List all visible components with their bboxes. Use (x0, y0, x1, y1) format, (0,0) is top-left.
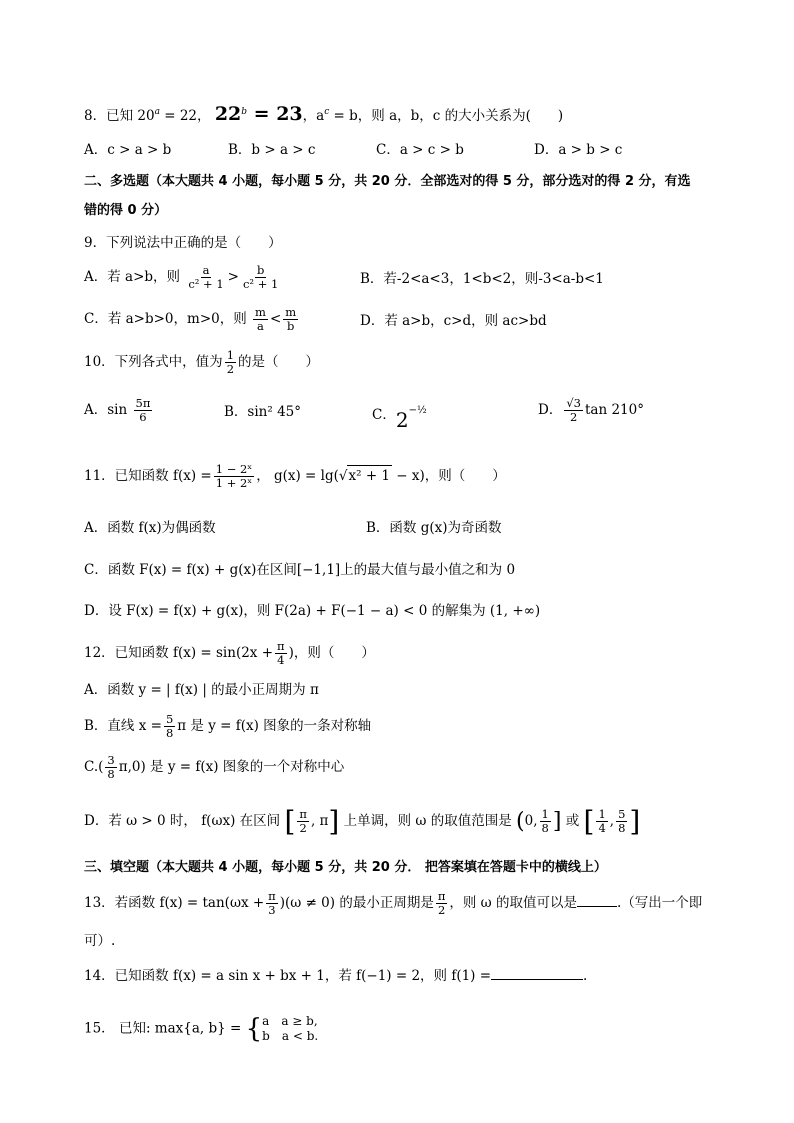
q11-option-d: D．设 F(x) = f(x) + g(x)，则 F(2a) + F(−1 − a) < 0 的解集为 (1, +∞) (84, 603, 541, 619)
q9-option-b: B．若-2<a<3，1<b<2，则-3<a-b<1 (360, 271, 604, 287)
q10-option-a: A．sin $\frac{5\pi}{6}$ (84, 396, 151, 424)
q12-option-b: B．直线 x = $\frac{5}{8}$ π 是 y = f(x) 图象的一条对称轴 (84, 712, 372, 740)
q9-stem: 9．下列说法中正确的是（ ） (84, 235, 282, 251)
q12-stem: 12．已知函数 f(x) = sin(2x + $\frac{\pi}{4}$ )，则（ ） (84, 639, 375, 667)
q13-line2: 可）. (84, 933, 116, 949)
q10-option-b: B．sin² 45° (224, 404, 301, 420)
section-2-heading-line1: 二、多选题（本大题共 4 小题，每小题 5 分，共 20 分．全部选对的得 5 分，部分选对的得 2 分，有选 (84, 174, 691, 189)
q15-stem: 15． 已知: max{a, b} = { a a ≥ b, b a < b. (84, 1014, 319, 1044)
section-2-heading-line2: 错的得 0 分） (84, 203, 168, 218)
q10-option-d: D． $\frac{√3}{2}$ tan 210° (538, 396, 644, 424)
q13-answer-blank[interactable] (577, 906, 617, 907)
q11-option-c: C．函数 F(x) = f(x) + g(x)在区间[−1,1]上的最大值与最小值之和为 0 (84, 562, 516, 578)
q12-option-c: C.( $\frac{3}{8}$ π,0) 是 y = f(x) 图象的一个对称中心 (84, 753, 345, 781)
q12-option-a: A．函数 y = | f(x) | 的最小正周期为 π (84, 682, 319, 698)
q14-answer-blank[interactable] (491, 979, 583, 980)
q9-option-d: D．若 a>b，c>d，则 ac>bd (360, 313, 547, 329)
q8-stem: 8．已知 $20^a = 22$， $22^b = 23$，$a^c = b$，则 a，b，c 的大小关系为( ) (84, 103, 564, 125)
q8-option-b: B．b > a > c (228, 142, 316, 158)
section-3-heading: 三、填空题（本大题共 4 小题，每小题 5 分，共 20 分． 把答案填在答题卡中的横线上） (84, 860, 607, 875)
q12-option-d: D．若 ω > 0 时， f(ωx) 在区间 [ $\frac{\pi}{2}$ , π] 上单调，则 ω 的取值范围是 (0, $\frac{1}{8}$ ] 或 [ $\frac{1}{4}$ , $\frac{5}{8}$ ] (84, 804, 641, 838)
q9-option-c: C．若 a>b>0，m>0，则 $\frac{m}{a}$ < $\frac{m}{b}$ (84, 305, 297, 333)
q8-option-a: A．c > a > b (84, 142, 172, 158)
q8-option-c: C．a > c > b (376, 142, 464, 158)
q11-option-b: B．函数 g(x)为奇函数 (366, 520, 502, 536)
q10-stem: 10．下列各式中，值为 $\frac{1}{2}$ 的是（ ） (84, 348, 320, 376)
q13-line1: 13．若函数 f(x) = tan(ωx + $\frac{\pi}{3}$ )(ω ≠ 0) 的最小正周期是 $\frac{\pi}{2}$ ，则 ω 的取值可以是 .（写出一个即 (84, 889, 703, 917)
q14-stem: 14．已知函数 f(x) = a sin x + bx + 1，若 f(−1) = 2，则 f(1) = . (84, 968, 588, 984)
q8-option-d: D．a > b > c (534, 142, 623, 158)
q10-option-c: C．$2^{-\frac{1}{2}}$ (372, 405, 427, 432)
q11-option-a: A．函数 f(x)为偶函数 (84, 520, 216, 536)
q9-option-a: A．若 a>b，则 $\frac{a}{\text{c² + 1}}$ > $\frac{b}{\text{c² + 1}}$ (84, 263, 279, 291)
q11-stem: 11．已知函数 f(x) = $\frac{\text{1 − 2ˣ}}{\text{1 + 2ˣ}}$ ， g(x) = lg(√x² + 1 − x)，则（ ） (84, 462, 506, 490)
